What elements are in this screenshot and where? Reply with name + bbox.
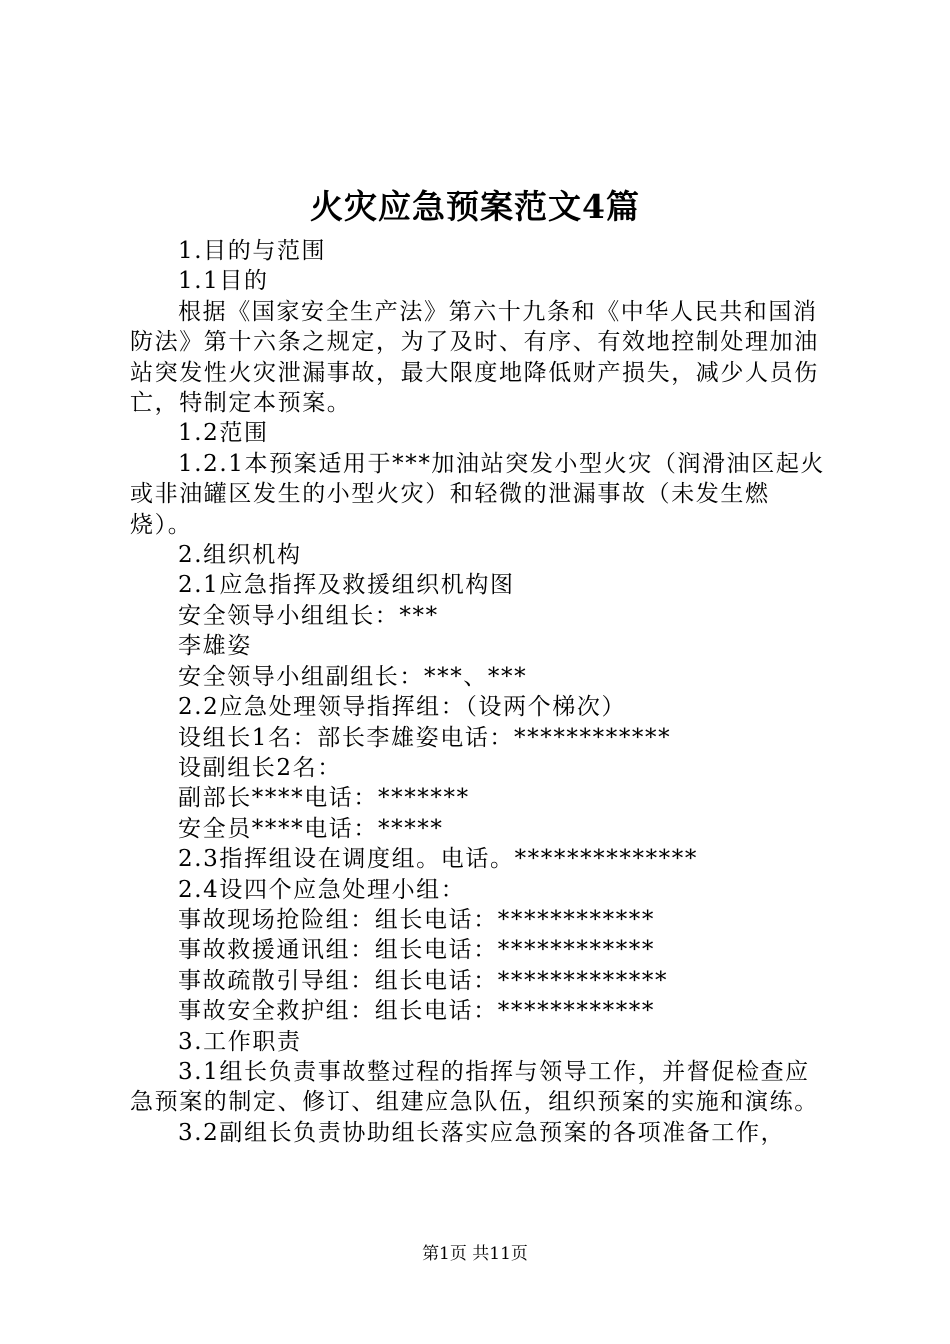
paragraph: 李雄姿 xyxy=(178,633,252,660)
paragraph: 事故现场抢险组：组长电话：************ xyxy=(178,906,655,933)
paragraph: 2.3指挥组设在调度组。电话。************** xyxy=(178,846,698,873)
paragraph: 2.2应急处理领导指挥组：（设两个梯次） xyxy=(178,694,627,721)
paragraph: 1.1目的 xyxy=(178,268,269,295)
paragraph: 安全员****电话：***** xyxy=(178,815,444,842)
paragraph: 安全领导小组组长：*** xyxy=(178,602,439,629)
document-title: 火灾应急预案范文4篇 xyxy=(310,187,640,226)
paragraph: 设组长1名：部长李雄姿电话：************ xyxy=(178,724,672,751)
paragraph: 1.2范围 xyxy=(178,420,269,447)
paragraph: 事故救援通讯组：组长电话：************ xyxy=(178,937,655,964)
paragraph: 事故安全救护组：组长电话：************ xyxy=(178,998,655,1025)
paragraph: 安全领导小组副组长：***、*** xyxy=(178,663,528,690)
paragraph: 2.1应急指挥及救援组织机构图 xyxy=(178,572,515,599)
paragraph: 根据《国家安全生产法》第六十九条和《中华人民共和国消防法》第十六条之规定，为了及时、有序、有效地控制处理加油站突发性火灾泄漏事故，最大限度地降低财产损失，减少人员伤亡，特制定本预案。 xyxy=(130,298,819,417)
paragraph: 3.1组长负责事故整过程的指挥与领导工作，并督促检查应急预案的制定、修订、组建应急队伍，组织预案的实施和演练。 xyxy=(130,1058,819,1116)
paragraph: 副部长****电话：******* xyxy=(178,785,470,812)
paragraph: 设副组长2名： xyxy=(178,754,342,781)
document-body xyxy=(130,236,830,1148)
paragraph: 事故疏散引导组：组长电话：************* xyxy=(178,967,669,994)
paragraph: 3.2副组长负责协助组长落实应急预案的各项准备工作， xyxy=(178,1119,786,1146)
page-footer: 第1页 共11页 xyxy=(422,1244,528,1264)
paragraph: 2.组织机构 xyxy=(178,542,302,569)
paragraph: 1.目的与范围 xyxy=(178,238,327,264)
paragraph: 2.4设四个应急处理小组： xyxy=(178,876,466,903)
paragraph: 1.2.1本预案适用于***加油站突发小型火灾（润滑油区起火或非油罐区发生的小型火灾）和轻微的泄漏事故（未发生燃烧）。 xyxy=(130,450,826,538)
paragraph: 3.工作职责 xyxy=(178,1028,302,1055)
